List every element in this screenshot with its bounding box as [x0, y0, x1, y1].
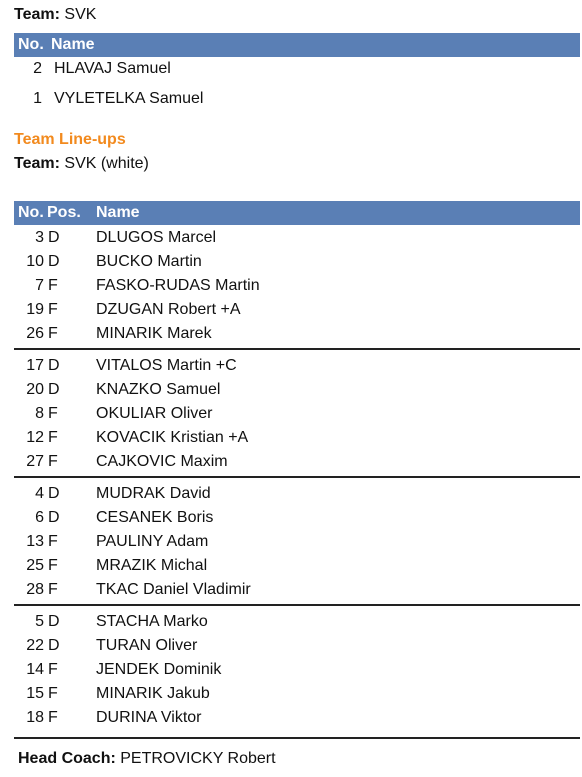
player-position: F — [48, 533, 58, 550]
player-position: F — [48, 709, 58, 726]
player-number: 20 — [26, 381, 44, 398]
player-number: 10 — [26, 253, 44, 270]
player-number: 3 — [35, 229, 44, 246]
goalies-team-line — [14, 6, 96, 24]
head-coach-line — [18, 750, 276, 768]
player-name: KOVACIK Kristian +A — [96, 429, 249, 446]
player-position: F — [48, 277, 58, 294]
goalie-name: HLAVAJ Samuel — [54, 60, 171, 77]
goalie-row — [14, 60, 580, 86]
lineups-header-pos: Pos. — [47, 204, 81, 221]
player-number: 17 — [26, 357, 44, 374]
lineups-team-value: SVK (white) — [64, 155, 149, 172]
goalie-number: 2 — [33, 60, 42, 77]
player-row — [14, 277, 580, 301]
goalies-header-name: Name — [51, 36, 95, 53]
player-row — [14, 637, 580, 661]
lineups-title: Team Line-ups — [14, 131, 126, 148]
goalie-name: VYLETELKA Samuel — [54, 90, 204, 107]
player-name: MRAZIK Michal — [96, 557, 208, 574]
player-number: 4 — [35, 485, 44, 502]
player-number: 25 — [26, 557, 44, 574]
player-name: DURINA Viktor — [96, 709, 202, 726]
player-position: F — [48, 661, 58, 678]
player-number: 28 — [26, 581, 44, 598]
goalie-row — [14, 90, 580, 116]
player-row — [14, 509, 580, 533]
player-row — [14, 709, 580, 733]
goalies-header-no: No. — [18, 36, 44, 53]
goalie-number: 1 — [33, 90, 42, 107]
player-name: BUCKO Martin — [96, 253, 202, 270]
player-name: MUDRAK David — [96, 485, 211, 502]
player-number: 7 — [35, 277, 44, 294]
lineups-header-bar — [14, 201, 580, 225]
player-position: F — [48, 405, 58, 422]
player-name: DLUGOS Marcel — [96, 229, 217, 246]
line-divider — [14, 348, 580, 350]
player-name: VITALOS Martin +C — [96, 357, 237, 374]
lineups-header-name: Name — [96, 204, 140, 221]
player-row — [14, 685, 580, 709]
player-row — [14, 661, 580, 685]
head-coach-value: PETROVICKY Robert — [120, 750, 276, 767]
player-number: 12 — [26, 429, 44, 446]
player-position: F — [48, 301, 58, 318]
player-name: TURAN Oliver — [96, 637, 198, 654]
head-coach-label: Head Coach: — [18, 750, 116, 767]
lineups-team-line — [14, 155, 149, 173]
player-position: D — [48, 509, 60, 526]
player-number: 27 — [26, 453, 44, 470]
player-row — [14, 485, 580, 509]
player-name: CAJKOVIC Maxim — [96, 453, 228, 470]
player-number: 8 — [35, 405, 44, 422]
lineups-header-no: No. — [18, 204, 44, 221]
goalies-team-label: Team: — [14, 6, 60, 23]
player-number: 19 — [26, 301, 44, 318]
player-name: STACHA Marko — [96, 613, 208, 630]
player-name: MINARIK Jakub — [96, 685, 210, 702]
player-row — [14, 557, 580, 581]
player-name: OKULIAR Oliver — [96, 405, 213, 422]
line-divider — [14, 604, 580, 606]
goalies-team-value: SVK — [64, 6, 97, 23]
player-number: 13 — [26, 533, 44, 550]
player-number: 22 — [26, 637, 44, 654]
player-name: MINARIK Marek — [96, 325, 212, 342]
player-row — [14, 229, 580, 253]
goalies-header-bar — [14, 33, 580, 57]
player-row — [14, 453, 580, 477]
player-position: F — [48, 429, 58, 446]
player-position: D — [48, 613, 60, 630]
player-row — [14, 325, 580, 349]
player-row — [14, 253, 580, 277]
player-number: 26 — [26, 325, 44, 342]
player-name: DZUGAN Robert +A — [96, 301, 241, 318]
player-position: D — [48, 357, 60, 374]
player-row — [14, 301, 580, 325]
player-position: D — [48, 637, 60, 654]
player-row — [14, 357, 580, 381]
player-number: 6 — [35, 509, 44, 526]
player-position: F — [48, 581, 58, 598]
player-row — [14, 613, 580, 637]
player-position: F — [48, 685, 58, 702]
line-divider — [14, 737, 580, 739]
player-number: 18 — [26, 709, 44, 726]
player-row — [14, 429, 580, 453]
player-position: F — [48, 325, 58, 342]
player-name: CESANEK Boris — [96, 509, 214, 526]
player-number: 15 — [26, 685, 44, 702]
player-name: PAULINY Adam — [96, 533, 209, 550]
player-name: TKAC Daniel Vladimir — [96, 581, 251, 598]
player-position: F — [48, 453, 58, 470]
player-name: KNAZKO Samuel — [96, 381, 221, 398]
player-name: FASKO-RUDAS Martin — [96, 277, 260, 294]
player-position: D — [48, 229, 60, 246]
player-position: D — [48, 253, 60, 270]
player-number: 14 — [26, 661, 44, 678]
player-number: 5 — [35, 613, 44, 630]
player-row — [14, 381, 580, 405]
player-name: JENDEK Dominik — [96, 661, 222, 678]
player-position: D — [48, 381, 60, 398]
player-row — [14, 533, 580, 557]
player-row — [14, 581, 580, 605]
line-divider — [14, 476, 580, 478]
player-position: F — [48, 557, 58, 574]
player-row — [14, 405, 580, 429]
lineups-team-label: Team: — [14, 155, 60, 172]
player-position: D — [48, 485, 60, 502]
